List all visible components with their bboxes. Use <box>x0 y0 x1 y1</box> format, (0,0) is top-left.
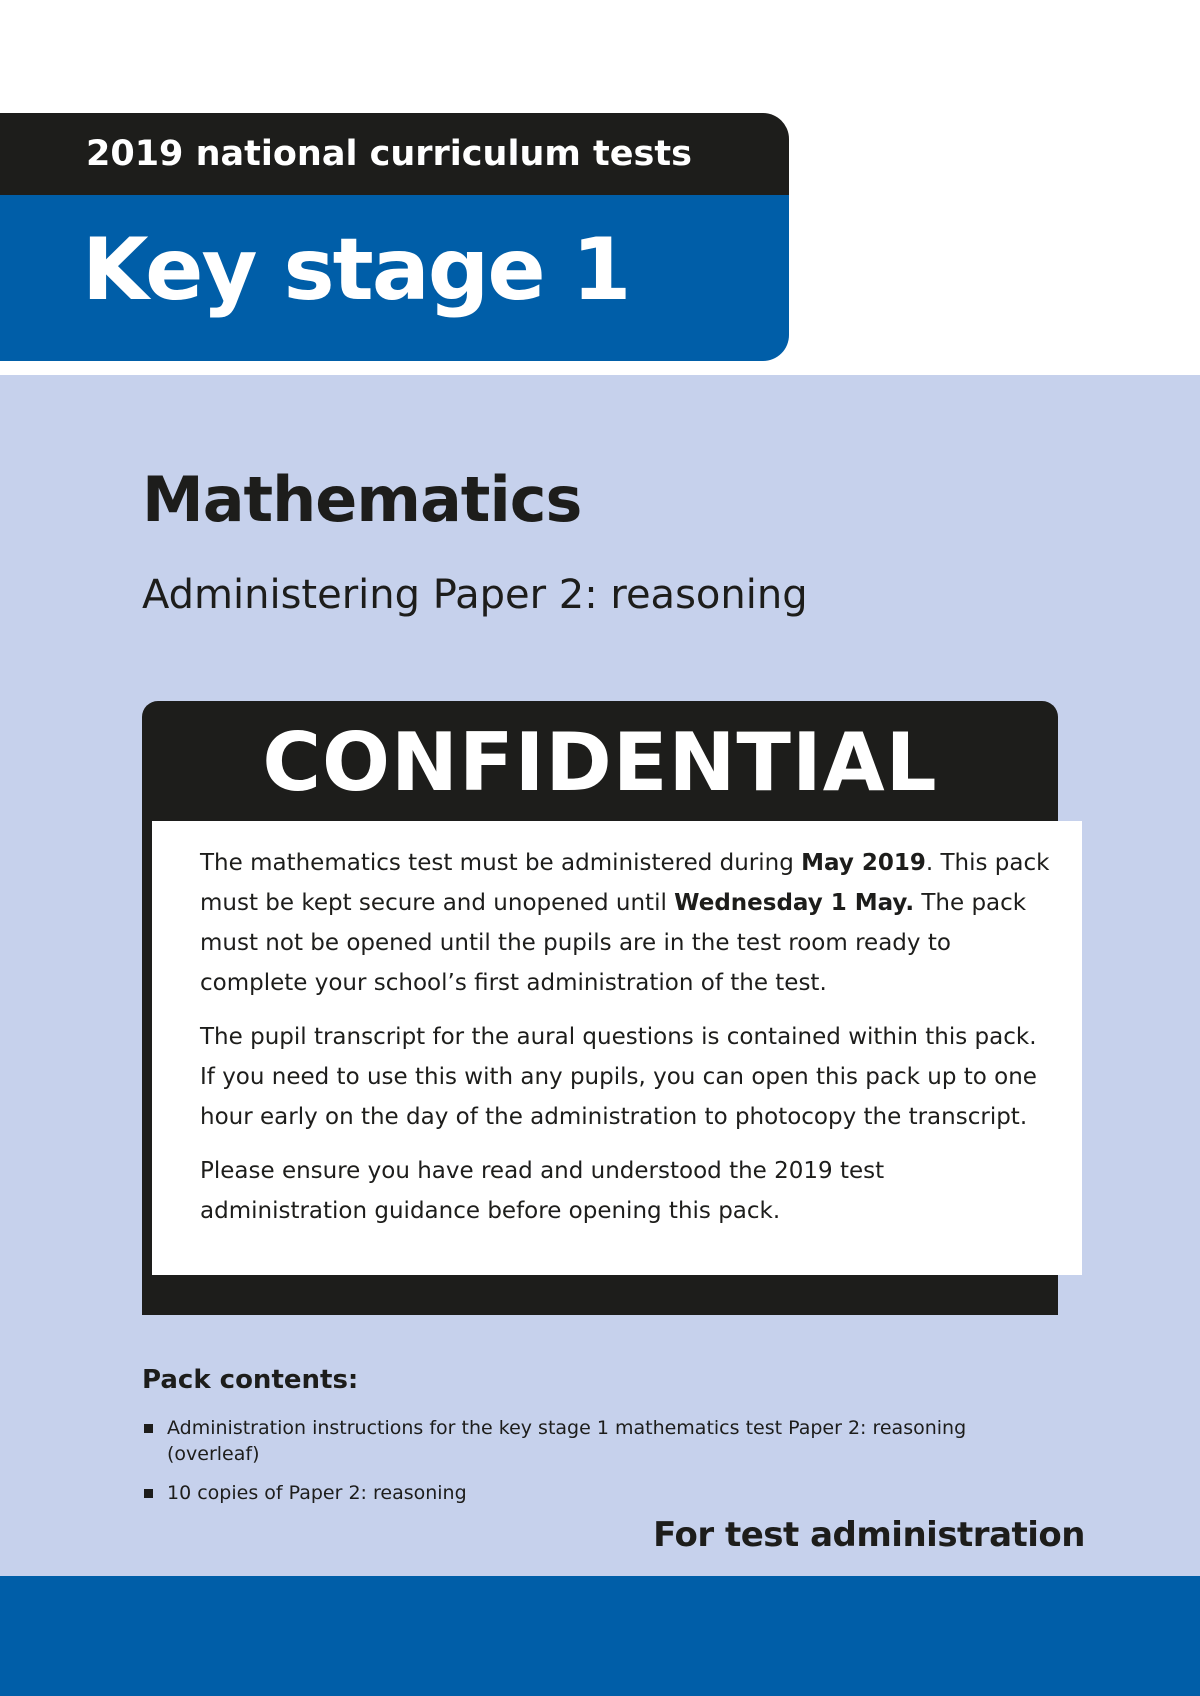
p1-text-b: . This pack must be kept secure and unopened until <box>200 850 1050 916</box>
pack-contents-list <box>142 1415 1022 1519</box>
pack-contents-heading: Pack contents: <box>142 1365 359 1395</box>
list-item <box>142 1480 1022 1506</box>
square-bullet-icon <box>144 1424 153 1433</box>
stage-bar <box>0 195 789 361</box>
series-title: 2019 national curriculum tests <box>86 134 692 174</box>
confidential-paragraph-3: Please ensure you have read and understood the 2019 test administration guidance before opening this pack. <box>200 1158 885 1224</box>
header-block <box>0 113 789 361</box>
p1-text-a: The mathematics test must be administered during <box>200 850 802 876</box>
confidential-paragraph-2: The pupil transcript for the aural questions is contained within this pack. If you need to use this with any pupils, you can open this pack up to one hour early on the day of the administration to photocopy the transcript. <box>200 1024 1037 1130</box>
subject-title: Mathematics <box>142 463 582 536</box>
confidential-body <box>152 821 1082 1275</box>
confidential-box <box>142 701 1058 1315</box>
list-item-text: 10 copies of Paper 2: reasoning <box>167 1482 467 1504</box>
p1-open-date-bold: Wednesday 1 May. <box>674 890 915 916</box>
main-panel <box>0 375 1200 1576</box>
paper-subtitle: Administering Paper 2: reasoning <box>142 572 808 618</box>
list-item-text: Administration instructions for the key stage 1 mathematics test Paper 2: reasoning (overleaf) <box>167 1417 967 1465</box>
test-administration-label: For test administration <box>653 1515 1085 1555</box>
list-item <box>142 1415 1022 1467</box>
series-bar <box>0 113 789 195</box>
confidential-heading: CONFIDENTIAL <box>262 716 938 809</box>
p1-date-bold: May 2019 <box>801 850 926 876</box>
square-bullet-icon <box>144 1489 153 1498</box>
footer-bar <box>0 1576 1200 1696</box>
stage-title: Key stage 1 <box>82 220 630 320</box>
p1-text-c: The pack must not be opened until the pupils are in the test room ready to complete your school’s first administration of the test. <box>200 890 1027 996</box>
confidential-paragraph-1 <box>200 843 1058 1003</box>
